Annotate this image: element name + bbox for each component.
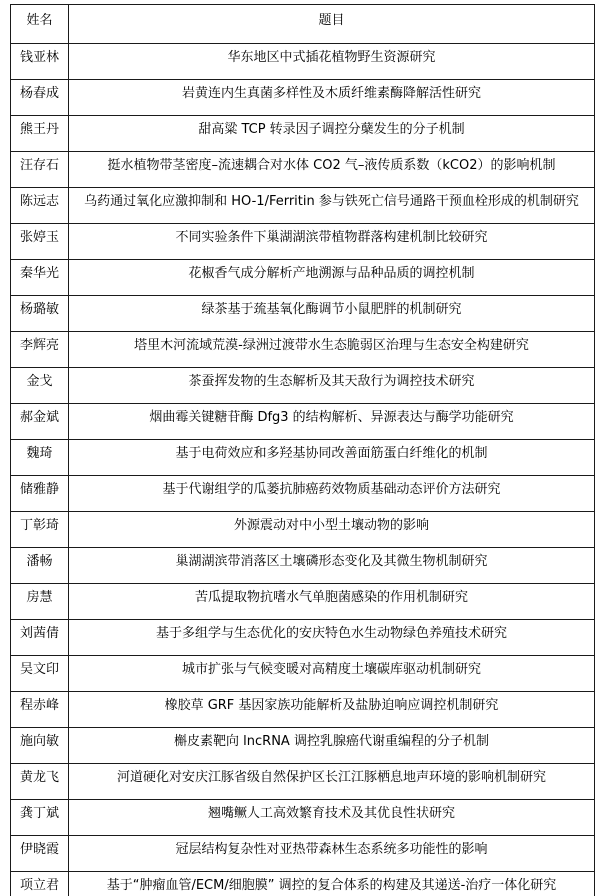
name-cell: 陈远志	[11, 188, 69, 224]
name-cell: 潘畅	[11, 548, 69, 584]
title-cell: 河道硬化对安庆江豚省级自然保护区长江江豚栖息地声环境的影响机制研究	[69, 764, 595, 800]
table-row	[11, 368, 595, 404]
table-row	[11, 332, 595, 368]
table-row	[11, 116, 595, 152]
title-cell: 槲皮素靶向 lncRNA 调控乳腺癌代谢重编程的分子机制	[69, 728, 595, 764]
title-cell: 华东地区中式插花植物野生资源研究	[69, 44, 595, 80]
table-row	[11, 548, 595, 584]
name-cell: 张婷玉	[11, 224, 69, 260]
document-page	[0, 4, 604, 896]
title-cell: 翘嘴鳜人工高效繁育技术及其优良性状研究	[69, 800, 595, 836]
name-column-header: 姓名	[11, 5, 69, 44]
title-cell: 外源震动对中小型土壤动物的影响	[69, 512, 595, 548]
name-cell: 金戈	[11, 368, 69, 404]
title-cell: 挺水植物带茎密度–流速耦合对水体 CO2 气–液传质系数（kCO2）的影响机制	[69, 152, 595, 188]
title-cell: 基于“肿瘤血管/ECM/细胞膜” 调控的复合体系的构建及其递送-治疗一体化研究	[69, 872, 595, 896]
name-cell: 黄龙飞	[11, 764, 69, 800]
table-row	[11, 260, 595, 296]
table-row	[11, 512, 595, 548]
title-cell: 绿茶基于巯基氧化酶调节小鼠肥胖的机制研究	[69, 296, 595, 332]
name-cell: 储雅静	[11, 476, 69, 512]
title-cell: 甜高粱 TCP 转录因子调控分蘖发生的分子机制	[69, 116, 595, 152]
name-cell: 郝金斌	[11, 404, 69, 440]
name-cell: 汪存石	[11, 152, 69, 188]
title-cell: 城市扩张与气候变暖对高精度土壤碳库驱动机制研究	[69, 656, 595, 692]
table-row	[11, 404, 595, 440]
name-cell: 李辉亮	[11, 332, 69, 368]
name-cell: 房慧	[11, 584, 69, 620]
title-cell: 苦瓜提取物抗嗜水气单胞菌感染的作用机制研究	[69, 584, 595, 620]
title-cell: 烟曲霉关键糖苷酶 Dfg3 的结构解析、异源表达与酶学功能研究	[69, 404, 595, 440]
table-row	[11, 584, 595, 620]
title-column-header: 题目	[69, 5, 595, 44]
table-row	[11, 728, 595, 764]
table-row	[11, 44, 595, 80]
title-cell: 巢湖湖滨带消落区土壤磷形态变化及其微生物机制研究	[69, 548, 595, 584]
name-cell: 伊晓霞	[11, 836, 69, 872]
title-cell: 基于代谢组学的瓜蒌抗肺癌药效物质基础动态评价方法研究	[69, 476, 595, 512]
table-row	[11, 440, 595, 476]
title-cell: 基于电荷效应和多羟基协同改善面筋蛋白纤维化的机制	[69, 440, 595, 476]
table-row	[11, 800, 595, 836]
title-cell: 茶蚕挥发物的生态解析及其天敌行为调控技术研究	[69, 368, 595, 404]
title-cell: 乌药通过氧化应激抑制和 HO-1/Ferritin 参与铁死亡信号通路干预血栓形成的机制研究	[69, 188, 595, 224]
table-body	[11, 44, 595, 896]
table-row	[11, 836, 595, 872]
name-cell: 杨春成	[11, 80, 69, 116]
title-cell: 塔里木河流域荒漠-绿洲过渡带水生态脆弱区治理与生态安全构建研究	[69, 332, 595, 368]
table-row	[11, 224, 595, 260]
name-cell: 丁彰琦	[11, 512, 69, 548]
title-cell: 不同实验条件下巢湖湖滨带植物群落构建机制比较研究	[69, 224, 595, 260]
name-cell: 熊王丹	[11, 116, 69, 152]
name-cell: 项立君	[11, 872, 69, 896]
title-cell: 基于多组学与生态优化的安庆特色水生动物绿色养殖技术研究	[69, 620, 595, 656]
name-cell: 龚丁斌	[11, 800, 69, 836]
title-cell: 岩黄连内生真菌多样性及木质纤维素酶降解活性研究	[69, 80, 595, 116]
table-row	[11, 656, 595, 692]
table-row	[11, 764, 595, 800]
table-row	[11, 152, 595, 188]
title-cell: 橡胶草 GRF 基因家族功能解析及盐胁迫响应调控机制研究	[69, 692, 595, 728]
name-cell: 吴文印	[11, 656, 69, 692]
title-cell: 冠层结构复杂性对亚热带森林生态系统多功能性的影响	[69, 836, 595, 872]
table-row	[11, 188, 595, 224]
table-row	[11, 80, 595, 116]
name-cell: 施向敏	[11, 728, 69, 764]
thesis-table	[10, 4, 595, 896]
table-row	[11, 296, 595, 332]
title-cell: 花椒香气成分解析产地溯源与品种品质的调控机制	[69, 260, 595, 296]
name-cell: 杨璐敏	[11, 296, 69, 332]
table-row	[11, 872, 595, 896]
name-cell: 钱亚林	[11, 44, 69, 80]
name-cell: 程赤峰	[11, 692, 69, 728]
table-header-row	[11, 5, 595, 44]
table-row	[11, 476, 595, 512]
name-cell: 魏琦	[11, 440, 69, 476]
name-cell: 秦华光	[11, 260, 69, 296]
table-row	[11, 692, 595, 728]
name-cell: 刘茜倩	[11, 620, 69, 656]
table-row	[11, 620, 595, 656]
